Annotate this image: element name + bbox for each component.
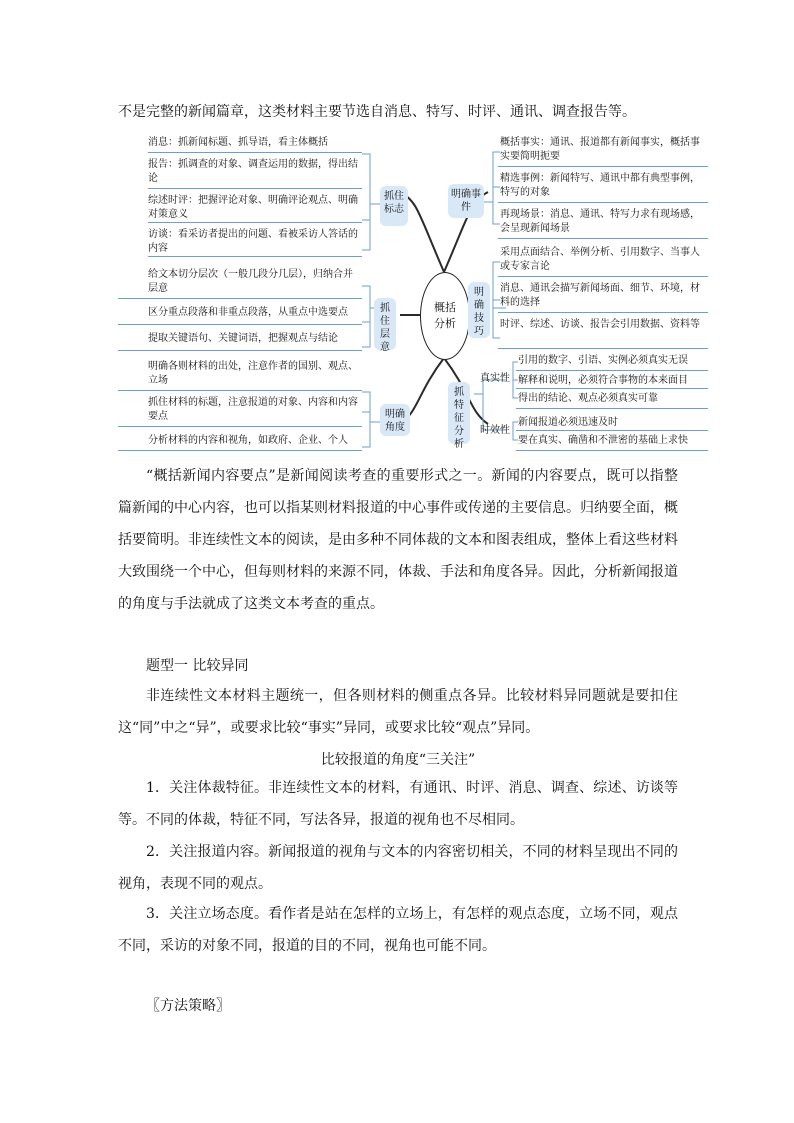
leaf-jiqiao-2: 消息、通讯会描写新闻场面、细节、环境，材料的选择 (500, 283, 700, 308)
paragraph-2: 非连续性文本材料主题统一，但各则材料的侧重点各异。比较材料异同题就是要扣住这“同”中之“异”，或要求比较“事实”异同，或要求比较“观点”异同。 (118, 688, 678, 736)
center-title: 比较报道的角度“三关注” (320, 752, 476, 768)
divider (516, 370, 708, 371)
hub-mingque-jiqiao: 明确技巧 (468, 282, 490, 338)
divider (516, 430, 708, 431)
divider (516, 408, 708, 409)
divider (148, 222, 362, 223)
divider (148, 188, 362, 189)
hub-mingque-jiaodu: 明确角度 (380, 404, 410, 436)
leaf-zhenshi-2: 解释和说明，必须符合事物的本来面目 (518, 375, 688, 386)
leaf-cengyi-2: 区分重点段落和非重点段落，从重点中选要点 (148, 307, 348, 318)
divider (498, 276, 708, 277)
leaf-jiaodu-1: 明确各则材料的出处，注意作者的国别、观点、立场 (148, 361, 358, 386)
divider (118, 426, 362, 427)
divider (118, 298, 362, 299)
divider (118, 390, 362, 391)
list-item-2: 2．关注报道内容。新闻报道的视角与文本的内容密切相关，不同的材料呈现出不同的视角，表现不同的观点。 (118, 844, 678, 892)
divider (148, 152, 362, 153)
tag-zhenshixing: 真实性 (480, 373, 510, 384)
list-item-1: 1．关注体裁特征。非连续性文本的材料，有通讯、时评、消息、调查、综述、访谈等等。不同的体裁，特征不同，写法各异，报道的视角也不尽相同。 (118, 780, 678, 828)
mind-map-center: 概括分析 (420, 272, 470, 360)
mind-map (118, 132, 708, 452)
divider (498, 166, 708, 167)
divider (118, 450, 362, 451)
leaf-jiaodu-3: 分析材料的内容和视角，如政府、企业、个人 (148, 435, 348, 446)
leaf-jiqiao-1: 采用点面结合、举例分析、引用数字、当事人或专家言论 (500, 247, 700, 272)
leaf-jiqiao-3: 时评、综述、访谈、报告会引用数据、资料等 (500, 319, 700, 330)
leaf-biaozhi-1: 消息：抓新闻标题、抓导语，看主体概括 (148, 137, 328, 148)
divider (498, 202, 708, 203)
leaf-zhenshi-1: 引用的数字、引语、实例必须真实无误 (518, 355, 688, 366)
leaf-shixiao-2: 要在真实、确凿和不泄密的基础上求快 (518, 435, 688, 446)
leaf-biaozhi-4: 访谈：看采访者提出的问题、看被采访人答话的内容 (148, 229, 358, 254)
list-item-3: 3．关注立场态度。看作者是站在怎样的立场上，有怎样的观点态度，立场不同，观点不同，采访的对象不同，报道的目的不同，视角也可能不同。 (118, 906, 678, 954)
leaf-biaozhi-3: 综述时评：把握评论对象、明确评论观点、明确对策意义 (148, 195, 358, 220)
leaf-shixiao-1: 新闻报道必须迅速及时 (518, 417, 618, 428)
divider (516, 450, 708, 451)
divider (498, 238, 708, 239)
paragraph-1: “概括新闻内容要点”是新闻阅读考查的重要形式之一。新闻的内容要点，既可以指整篇新闻的中心内容，也可以指某则材料报道的中心事件或传递的主要信息。归纳要全面，概括要简明。非连续性文本的阅读，是由多种不同体裁的文本和图表组成，整体上看这些材料大致围绕一个中心，但每则材料的来源不同，体裁、手法和角度各异。因此，分析新闻报道的角度与手法就成了这类文本考查的重点。 (118, 468, 678, 612)
leaf-shijian-2: 精选事例：新闻特写、通讯中都有典型事例，特写的对象 (500, 173, 700, 198)
leaf-shijian-3: 再现场景：消息、通讯、特写力求有现场感，会呈现新闻场景 (500, 209, 700, 234)
divider (498, 312, 708, 313)
leaf-cengyi-1: 给文本切分层次（一般几段分几层），归纳合并层意 (148, 269, 353, 294)
divider (516, 388, 708, 389)
divider (148, 256, 362, 257)
hub-mingque-shijian: 明确事件 (448, 184, 484, 218)
leaf-zhenshi-3: 得出的结论、观点必须真实可靠 (518, 393, 658, 404)
leaf-cengyi-3: 提取关键语句、关键词语，把握观点与结论 (148, 333, 338, 344)
leaf-biaozhi-2: 报告：抓调查的对象、调查运用的数据，得出结论 (148, 159, 358, 184)
tag-shixiaoxing: 时效性 (480, 425, 510, 436)
leaf-shijian-1: 概括事实：通讯、报道都有新闻事实，概括事实要简明扼要 (500, 137, 700, 162)
divider (118, 324, 362, 325)
method-heading: 〖方法策略〗 (146, 998, 230, 1014)
hub-zhua-cengyi: 抓住层意 (374, 298, 396, 350)
divider (498, 348, 708, 349)
hub-zhua-biaozhi: 抓住标志 (380, 186, 408, 226)
divider (118, 350, 362, 351)
leaf-jiaodu-2: 抓住材料的标题，注意报道的对象、内容和内容要点 (148, 397, 358, 422)
hub-zhua-tezheng: 抓特征分析 (448, 382, 470, 444)
heading-tixing-1: 题型一 比较异同 (146, 658, 249, 674)
intro-line: 不是完整的新闻篇章，这类材料主要节选自消息、特写、时评、通讯、调查报告等。 (118, 104, 636, 120)
